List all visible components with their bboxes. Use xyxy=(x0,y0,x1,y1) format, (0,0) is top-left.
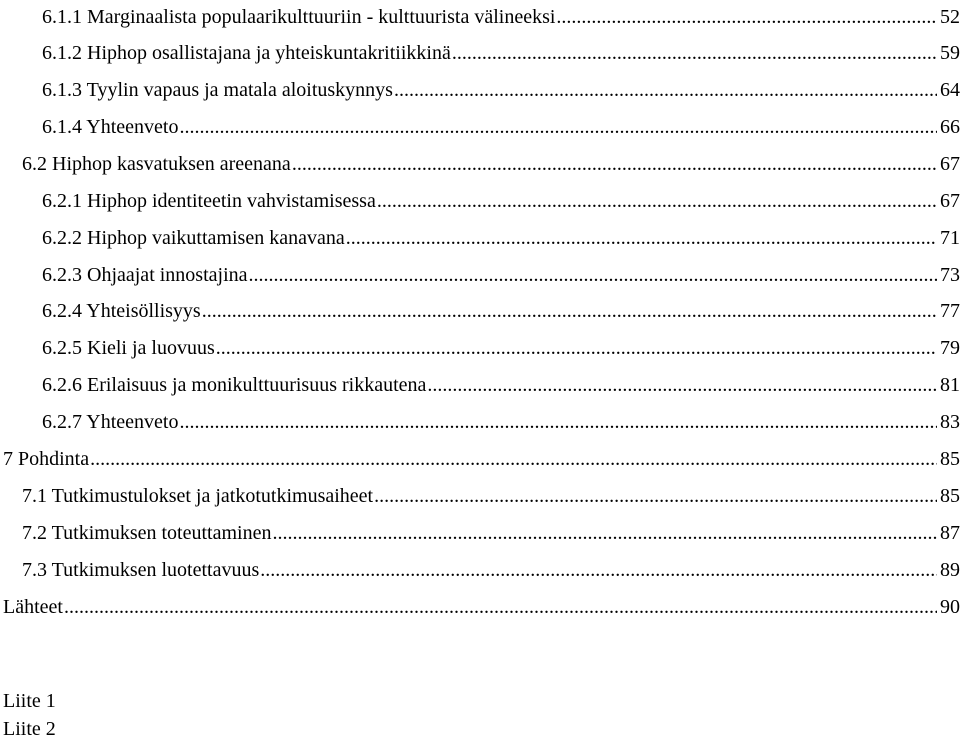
toc-entry-page: 59 xyxy=(940,42,960,64)
toc-dot-leader xyxy=(452,36,937,70)
toc-entry-page: 77 xyxy=(940,300,960,322)
toc-dot-leader xyxy=(377,184,937,218)
toc-entry-title: 6.2.5 Kieli ja luovuus xyxy=(42,337,215,359)
toc-entry-title: 6.2.2 Hiphop vaikuttamisen kanavana xyxy=(42,227,345,249)
toc-entry-page: 67 xyxy=(940,190,960,212)
toc-dot-leader xyxy=(202,294,937,328)
toc-entry-title: 6.1.4 Yhteenveto xyxy=(42,116,179,138)
toc-entry-page: 73 xyxy=(940,264,960,286)
toc-entry[interactable] xyxy=(22,147,960,181)
toc-entry-page: 64 xyxy=(940,79,960,101)
toc-entry[interactable] xyxy=(22,553,960,587)
toc-dot-leader xyxy=(260,553,937,587)
toc-entry[interactable] xyxy=(42,184,960,218)
toc-entry-page: 71 xyxy=(940,227,960,249)
toc-entry-page: 79 xyxy=(940,337,960,359)
toc-entry-page: 66 xyxy=(940,116,960,138)
toc-entry-title: 7.3 Tutkimuksen luotettavuus xyxy=(22,559,260,581)
toc-entry-page: 85 xyxy=(940,485,960,507)
toc-entry[interactable] xyxy=(42,110,960,144)
toc-dot-leader xyxy=(64,590,937,624)
toc-dot-leader xyxy=(292,147,937,181)
toc-dot-leader xyxy=(394,73,937,107)
toc-entry[interactable] xyxy=(22,516,960,550)
toc-entry-title: 7.2 Tutkimuksen toteuttaminen xyxy=(22,522,272,544)
toc-entry-page: 67 xyxy=(940,153,960,175)
toc-entry-page: 89 xyxy=(940,559,960,581)
toc-entry-page: 90 xyxy=(940,596,960,618)
toc-entry[interactable] xyxy=(42,294,960,328)
toc-entry[interactable] xyxy=(3,442,960,476)
toc-dot-leader xyxy=(272,516,937,550)
toc-dot-leader xyxy=(179,405,937,439)
toc-entry-title: Lähteet xyxy=(3,596,63,618)
toc-dot-leader xyxy=(346,221,937,255)
toc-entry-page: 87 xyxy=(940,522,960,544)
toc-dot-leader xyxy=(249,258,937,292)
toc-entry[interactable] xyxy=(42,405,960,439)
toc-dot-leader xyxy=(427,368,937,402)
toc-dot-leader xyxy=(90,442,937,476)
appendix-label: Liite 1 xyxy=(3,690,56,712)
toc-entry[interactable] xyxy=(42,331,960,365)
toc-entry[interactable] xyxy=(42,258,960,292)
toc-entry[interactable] xyxy=(42,0,960,34)
toc-dot-leader xyxy=(556,0,937,34)
toc-entry-title: 7 Pohdinta xyxy=(3,448,90,470)
toc-entry-title: 7.1 Tutkimustulokset ja jatkotutkimusaiheet xyxy=(22,485,374,507)
toc-entry-title: 6.1.2 Hiphop osallistajana ja yhteiskuntakritiikkinä xyxy=(42,42,451,64)
toc-entry-title: 6.2 Hiphop kasvatuksen areenana xyxy=(22,153,291,175)
toc-entry-title: 6.2.3 Ohjaajat innostajina xyxy=(42,264,248,286)
toc-entry-title: 6.2.1 Hiphop identiteetin vahvistamisessa xyxy=(42,190,376,212)
toc-entry-page: 85 xyxy=(940,448,960,470)
toc-entry-title: 6.1.1 Marginaalista populaarikulttuuriin - kulttuurista välineeksi xyxy=(42,6,556,28)
toc-entry[interactable] xyxy=(42,73,960,107)
toc-entry-title: 6.2.6 Erilaisuus ja monikulttuurisuus rikkautena xyxy=(42,374,427,396)
toc-entry-title: 6.2.7 Yhteenveto xyxy=(42,411,179,433)
appendix-label: Liite 2 xyxy=(3,718,56,740)
toc-dot-leader xyxy=(216,331,937,365)
toc-entry-title: 6.1.3 Tyylin vapaus ja matala aloituskynnys xyxy=(42,79,393,101)
toc-entry-page: 83 xyxy=(940,411,960,433)
toc-entry[interactable] xyxy=(3,590,960,624)
toc-dot-leader xyxy=(179,110,937,144)
toc-entry-page: 52 xyxy=(940,6,960,28)
toc-entry-title: 6.2.4 Yhteisöllisyys xyxy=(42,300,201,322)
toc-entry[interactable] xyxy=(42,221,960,255)
toc-entry[interactable] xyxy=(22,479,960,513)
toc-dot-leader xyxy=(374,479,937,513)
toc-entry-page: 81 xyxy=(940,374,960,396)
toc-entry[interactable] xyxy=(42,36,960,70)
toc-entry[interactable] xyxy=(42,368,960,402)
